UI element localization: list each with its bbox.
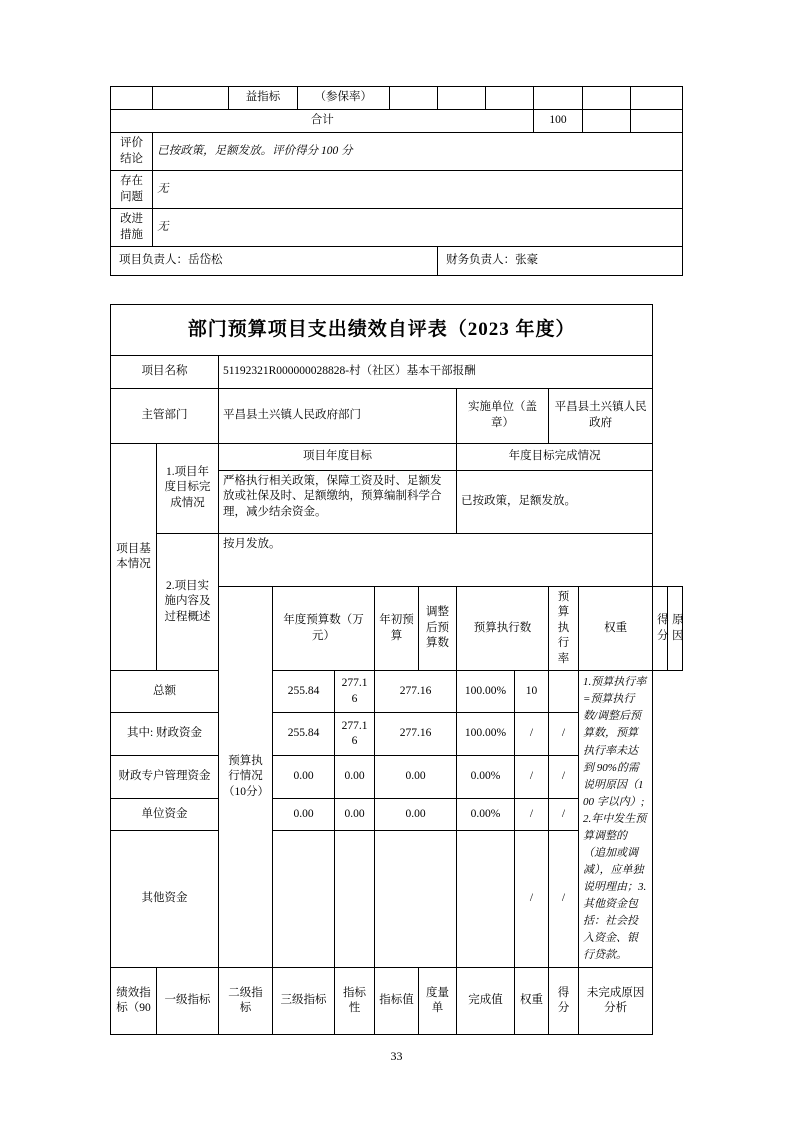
basic-info-label: 项目基本情况 [111,443,157,671]
indicator-name: 益指标 [229,87,297,110]
perf-header-1: 二级指标 [219,968,273,1035]
budget-initial: 255.84 [273,713,335,756]
budget-row-name: 单位资金 [111,798,219,830]
table-row [111,110,683,133]
impl-unit-label: 实施单位（盖章） [457,388,549,443]
perf-header-3: 指标性 [335,968,375,1035]
indicator-value: （参保率） [297,87,389,110]
budget-rate: 100.00% [457,713,515,756]
budget-executed: 0.00 [375,798,457,830]
perf-header-5: 度量单 [419,968,457,1035]
budget-initial: 255.84 [273,671,335,713]
budget-header-2: 调整后预算数 [419,586,457,671]
project-leader: 项目负责人：岳岱松 [111,247,438,276]
budget-row-name: 其他资金 [111,830,219,967]
budget-header-7: 原因 [668,586,683,671]
budget-header-0: 年度预算数（万元） [273,586,375,671]
dept-label: 主管部门 [111,388,219,443]
budget-weight: / [515,713,549,756]
improvement-value: 无 [153,209,683,247]
budget-header-1: 年初预算 [375,586,419,671]
year-completion-header: 年度目标完成情况 [457,443,653,470]
budget-header-4: 预算执行率 [549,586,579,671]
basic-row-index-1: 1.项目年度目标完成情况 [157,443,219,533]
year-completion-text: 已按政策，足额发放。 [457,470,653,533]
budget-adjusted: 0.00 [335,798,375,830]
table-row [111,533,683,586]
table-row [111,968,683,1035]
impl-content-text: 按月发放。 [219,533,653,586]
budget-adjusted: 277.16 [335,713,375,756]
budget-rate [457,830,515,967]
conclusion-value: 已按政策，足额发放。评价得分 100 分 [153,133,683,171]
cell-empty [534,87,582,110]
conclusion-label: 评价 结论 [111,133,153,171]
budget-executed: 277.16 [375,713,457,756]
cell-empty [389,87,437,110]
perf-indicator-label: 绩效指标（90 [111,968,157,1035]
total-weight: 100 [534,110,582,133]
table-row [111,247,683,276]
budget-weight: / [515,830,549,967]
table-row [111,355,683,388]
table-row [111,87,683,110]
budget-row-name: 总额 [111,671,219,713]
impl-unit-value: 平昌县土兴镇人民政府 [549,388,653,443]
project-name-label: 项目名称 [111,355,219,388]
improvement-label: 改进 措施 [111,209,153,247]
table-row [111,305,683,356]
cell-empty [438,87,486,110]
cell-empty [582,110,630,133]
cell-empty [630,87,682,110]
budget-reason-text: 1.预算执行率=预算执行数/调整后预算数，预算执行率未达到 90%的需说明原因（100 字以内）;2.年中发生预算调整的（追加或调减），应单独说明理由；3.其他资金包括：社会投入资金、银行贷款。 [579,671,653,968]
budget-score: / [549,798,579,830]
perf-header-8: 得分 [549,968,579,1035]
budget-initial [273,830,335,967]
table-row [111,133,683,171]
cell-empty [582,87,630,110]
finance-leader: 财务负责人：张豪 [438,247,683,276]
budget-header-3: 预算执行数 [457,586,549,671]
budget-adjusted [335,830,375,967]
budget-score: / [549,755,579,798]
budget-row-name: 财政专户管理资金 [111,755,219,798]
budget-rate: 100.00% [457,671,515,713]
budget-row-name: 其中: 财政资金 [111,713,219,756]
perf-header-2: 三级指标 [273,968,335,1035]
budget-rate: 0.00% [457,755,515,798]
cell-empty [153,87,229,110]
total-label: 合计 [111,110,534,133]
budget-score: / [549,830,579,967]
budget-weight: 10 [515,671,549,713]
page-number: 33 [390,1049,403,1063]
budget-initial: 0.00 [273,755,335,798]
page-title: 部门预算项目支出绩效自评表（2023 年度） [111,305,653,356]
dept-value: 平昌县土兴镇人民政府部门 [219,388,457,443]
table-row [111,388,683,443]
performance-self-evaluation-table [110,304,683,1035]
perf-header-9: 未完成原因分析 [579,968,653,1035]
budget-adjusted: 277.16 [335,671,375,713]
perf-header-0: 一级指标 [157,968,219,1035]
perf-header-4: 指标值 [375,968,419,1035]
table-row [111,443,683,470]
perf-header-6: 完成值 [457,968,515,1035]
cell-empty [630,110,682,133]
issues-label: 存在 问题 [111,171,153,209]
basic-row-index-2: 2.项目实施内容及过程概述 [157,533,219,671]
budget-initial: 0.00 [273,798,335,830]
budget-executed: 277.16 [375,671,457,713]
budget-header-6: 得分 [653,586,668,671]
budget-adjusted: 0.00 [335,755,375,798]
year-target-text: 严格执行相关政策，保障工资及时、足额发放或社保及时、足额缴纳，预算编制科学合理，减少结余资金。 [219,470,457,533]
issues-value: 无 [153,171,683,209]
cell-empty [111,87,153,110]
budget-weight: / [515,798,549,830]
budget-score [549,671,579,713]
evaluation-summary-table [110,86,683,276]
budget-weight: / [515,755,549,798]
cell-empty [486,87,534,110]
budget-rate: 0.00% [457,798,515,830]
budget-score: / [549,713,579,756]
budget-header-5: 权重 [579,586,653,671]
project-name-value: 51192321R000000028828-村（社区）基本干部报酬 [219,355,653,388]
budget-exec-label: 预算执行情况（10分） [219,586,273,967]
budget-executed: 0.00 [375,755,457,798]
year-target-header: 项目年度目标 [219,443,457,470]
table-row [111,209,683,247]
perf-header-7: 权重 [515,968,549,1035]
budget-executed [375,830,457,967]
table-spacer [110,276,683,304]
table-row [111,171,683,209]
table-row [111,671,683,713]
